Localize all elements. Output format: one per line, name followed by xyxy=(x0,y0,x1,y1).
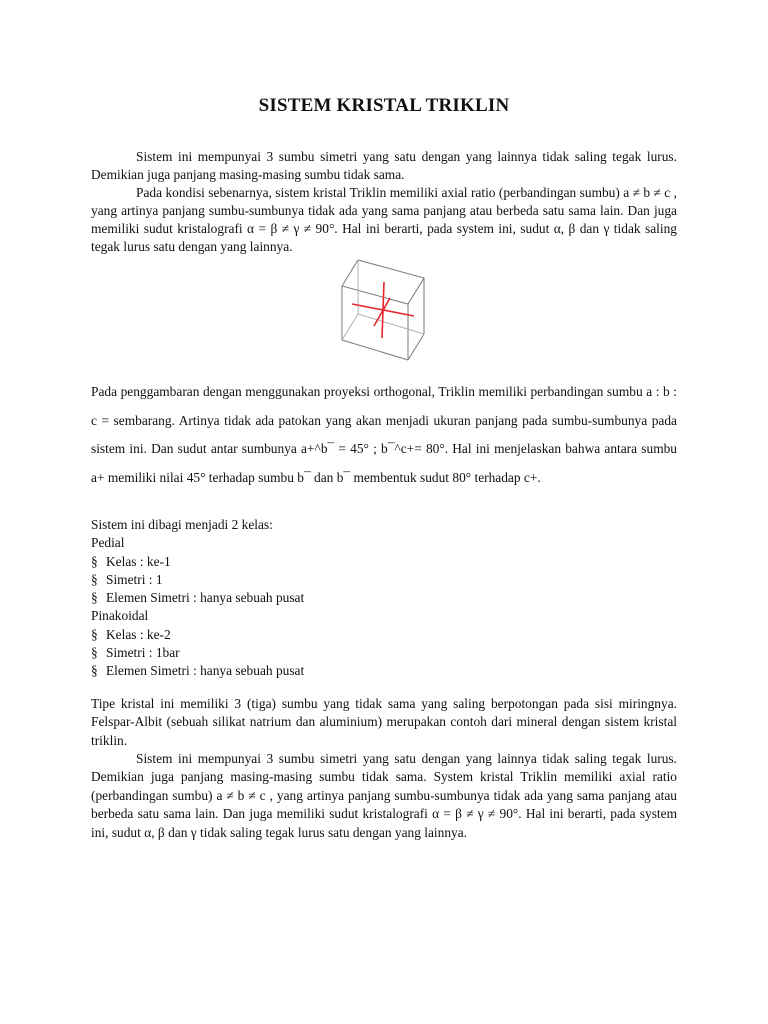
paragraph-intro: Sistem ini mempunyai 3 sumbu simetri yang satu dengan yang lainnya tidak saling tegak lurus. Demikian juga panjang masing-masing sumbu tidak sama. xyxy=(91,149,677,182)
page-title: SISTEM KRISTAL TRIKLIN xyxy=(258,95,510,116)
paragraph-summary: Sistem ini mempunyai 3 sumbu simetri yang satu dengan yang lainnya tidak saling tegak lurus. Demikian juga panjang masing-masing sumbu tidak sama. System kristal Triklin memiliki axial ratio (perbandingan sumbu) a ≠ b ≠ c , yang artinya panjang sumbu-sumbunya tidak ada yang sama panjang atau berbeda satu sama lain. Dan juga memiliki sudut kristalografi α = β ≠ γ ≠ 90°. Hal ini berarti, pada system ini, sudut α, β dan γ tidak saling tegak lurus satu dengan yang lainnya. xyxy=(91,751,677,840)
list-item: § Elemen Simetri : hanya sebuah pusat xyxy=(91,662,677,680)
list-item: § Simetri : 1bar xyxy=(91,644,677,662)
section-sign-icon: § xyxy=(91,663,98,679)
classes-intro: Sistem ini dibagi menjadi 2 kelas: xyxy=(91,517,273,532)
paragraph-axial-ratio: Pada kondisi sebenarnya, sistem kristal Triklin memiliki axial ratio (perbandingan sumbu) a ≠ b ≠ c , yang artinya panjang sumbu-sumbunya tidak ada yang sama panjang atau berbeda satu sama lain. Dan juga memiliki sudut kristalografi α = β ≠ γ ≠ 90°. Hal ini berarti, pada system ini, sudut α, β dan γ tidak saling tegak lurus satu dengan yang lainnya. xyxy=(91,185,677,254)
paragraph-crystal-type: Tipe kristal ini memiliki 3 (tiga) sumbu yang tidak sama yang saling berpotongan pada sisi miringnya. Felspar-Albit (sebuah silikat natrium dan aluminium) merupakan contoh dari mineral dengan sistem kristal triklin. xyxy=(91,696,677,748)
section-sign-icon: § xyxy=(91,590,98,606)
crystal-edge-bottom-right xyxy=(408,334,424,360)
list-item: § Elemen Simetri : hanya sebuah pusat xyxy=(91,589,677,607)
summary-section xyxy=(91,750,677,842)
crystal-edge-hidden-left xyxy=(342,314,358,340)
class-name: Pedial xyxy=(91,535,125,551)
class-group-pedial xyxy=(91,534,677,607)
section-sign-icon: § xyxy=(91,571,98,587)
list-item: § Kelas : ke-2 xyxy=(91,626,677,644)
section-sign-icon: § xyxy=(91,645,98,661)
crystal-edge-hidden-back xyxy=(358,314,424,334)
list-item: § Kelas : ke-1 xyxy=(91,553,677,571)
triclinic-crystal-icon xyxy=(338,256,428,368)
intro-section xyxy=(91,148,677,256)
type-section xyxy=(91,695,677,750)
class-name: Pinakoidal xyxy=(91,608,149,624)
crystal-edge-bottom-front xyxy=(342,340,408,360)
section-sign-icon: § xyxy=(91,553,98,569)
paragraph-projection: Pada penggambaran dengan menggunakan proyeksi orthogonal, Triklin memiliki perbandingan sumbu a : b : c = sembarang. Artinya tidak ada patokan yang akan menjadi ukuran panjang pada sumbu-sumbunya pada sistem ini. Dan sudut antar sumbunya a+^b¯ = 45° ; b¯^c+= 80°. Hal ini menjelaskan bahwa antara sumbu a+ memiliki nilai 45° terhadap sumbu b¯ dan b¯ membentuk sudut 80° terhadap c+. xyxy=(91,384,677,485)
projection-section xyxy=(91,378,677,492)
section-sign-icon: § xyxy=(91,626,98,642)
crystal-diagram-svg xyxy=(338,256,428,368)
class-group-pinakoidal xyxy=(91,607,677,680)
classes-section xyxy=(91,516,677,681)
list-item: § Simetri : 1 xyxy=(91,571,677,589)
